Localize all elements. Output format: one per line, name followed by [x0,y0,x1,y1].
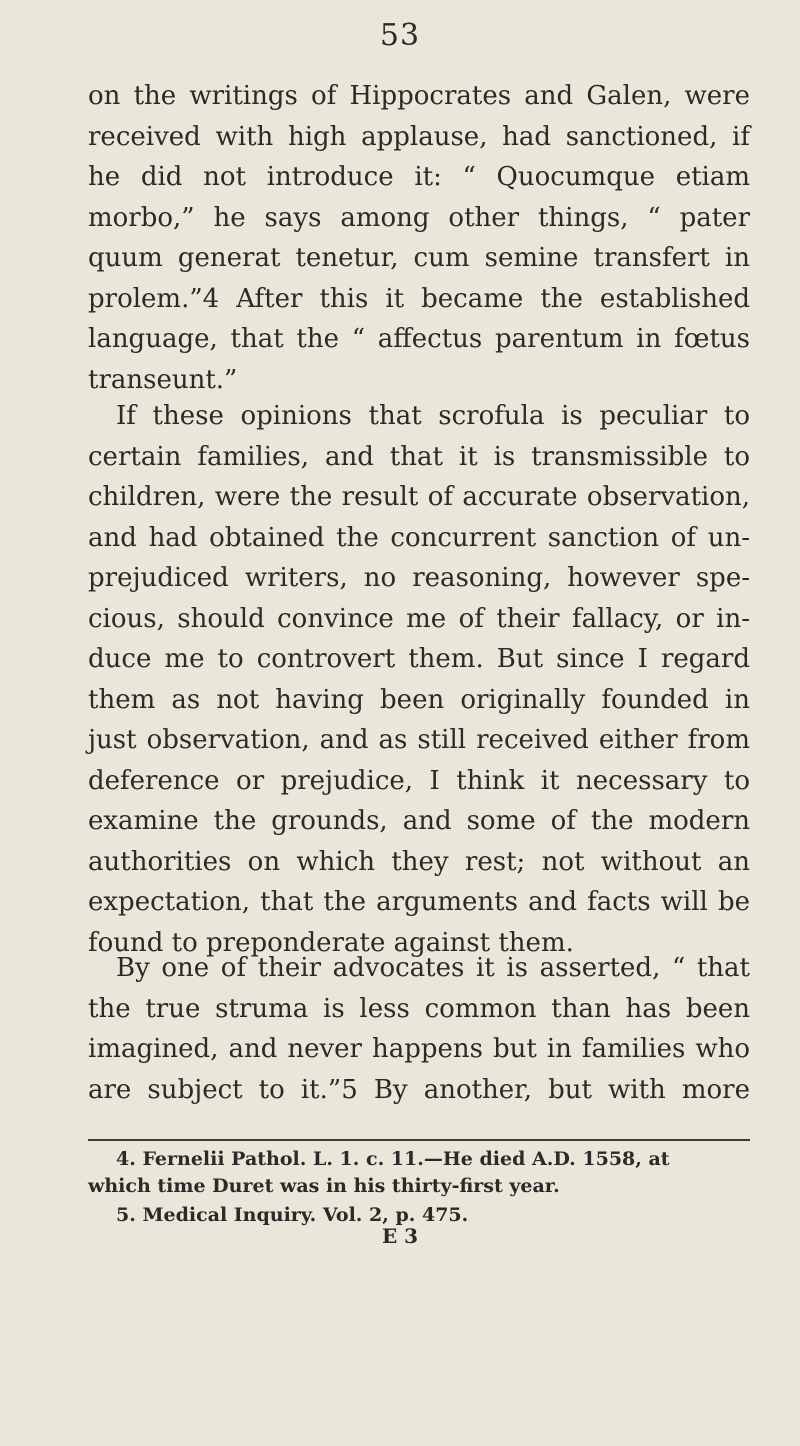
text-line: If these opinions that scrofula is peculiar to [116,401,750,431]
text-line: cious, should convince me of their fallacy, or in- [88,603,750,634]
text-line: language, that the “ affectus parentum in fœtus [88,324,750,354]
text-line: transeunt.” [88,364,238,395]
text-line: received with high applause, had sanctioned, if [88,121,750,152]
text-line: imagined, and never happens but in families who [88,1034,750,1064]
text-line: are subject to it.”5 By another, but with more [88,1074,750,1105]
footnote-line: which time Duret was in his thirty-first year. [88,1175,560,1197]
text-line: expectation, that the arguments and facts will be [88,887,750,917]
footnote-line: 4. Fernelii Pathol. L. 1. c. 11.—He died A.D. 1558, at [116,1148,670,1170]
text-line: he did not introduce it: “ Quocumque etiam [88,162,750,192]
paragraph-1 [88,76,750,400]
text-line: found to preponderate against them. [88,927,574,958]
text-line: just observation, and as still received either from [88,725,750,755]
paragraph-3 [88,948,750,1110]
signature-mark: E 3 [381,1224,419,1248]
page-number: 53 [379,18,421,53]
text-line: children, were the result of accurate observation, [88,482,750,512]
text-line: the true struma is less common than has been [88,993,750,1024]
text-line: authorities on which they rest; not without an [88,846,750,877]
text-line: By one of their advocates it is asserted, “ that [116,953,750,983]
footnote-rule [88,1139,750,1141]
text-line: on the writings of Hippocrates and Galen, were [88,81,750,111]
text-line: certain families, and that it is transmissible to [88,441,750,472]
footnote-4 [88,1146,750,1200]
text-line: and had obtained the concurrent sanction of un- [88,522,750,553]
text-line: quum generat tenetur, cum semine transfert in [88,243,750,273]
paragraph-2 [88,396,750,963]
text-line: prejudiced writers, no reasoning, however spe- [88,563,750,593]
text-line: examine the grounds, and some of the modern [88,806,750,836]
footnote-line: 5. Medical Inquiry. Vol. 2, p. 475. [116,1204,469,1226]
text-line: duce me to controvert them. But since I regard [88,644,750,674]
text-line: deference or prejudice, I think it necessary to [88,765,750,796]
text-line: them as not having been originally founded in [88,684,750,715]
text-line: morbo,” he says among other things, “ pater [88,202,750,233]
text-line: prolem.”4 After this it became the established [88,283,750,314]
